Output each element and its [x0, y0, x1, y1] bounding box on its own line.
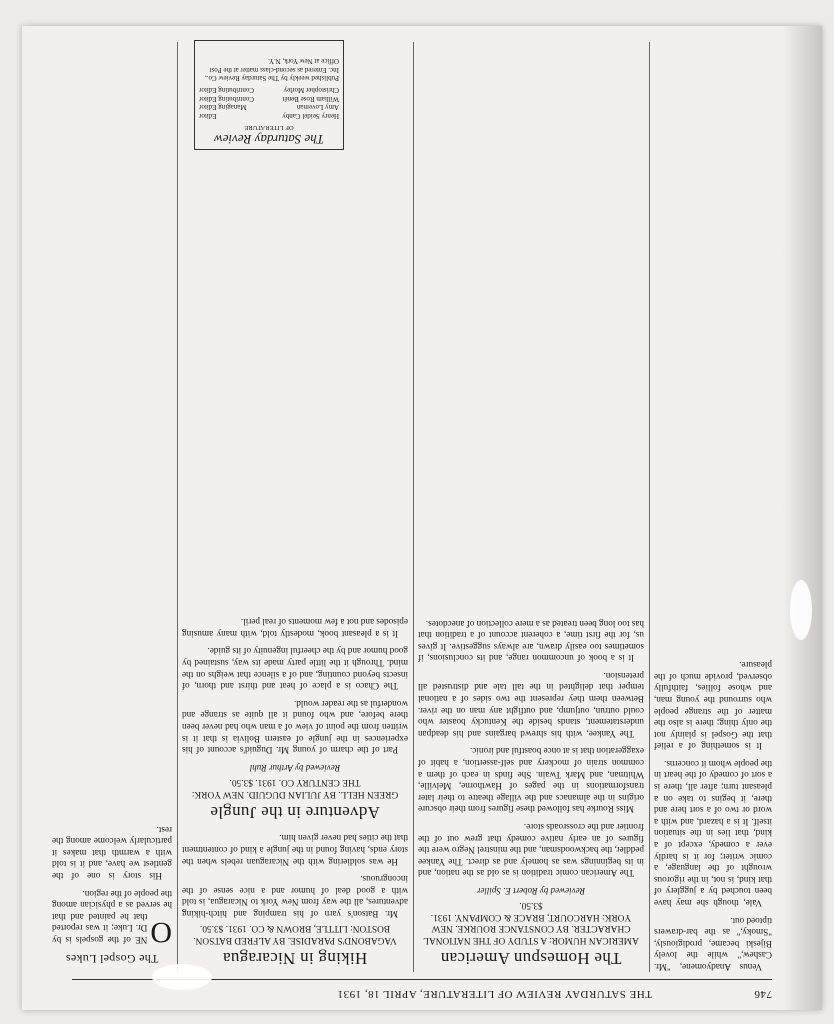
book-citation: AMERICAN HUMOR: A STUDY OF THE NATIONAL CHARACTER. BY CONSTANCE ROURKE. NEW YORK: HARCOURT, BRACE & COMPANY. 1931. $3.50. — [423, 900, 639, 945]
running-header-title: THE SATURDAY REVIEW OF LITERATURE, APRIL 18, 1931 — [337, 988, 652, 1000]
publication-note: Published weekly by The Saturday Review Co., Inc. Entered as second-class matter at the Post Office at New York, N.Y. — [204, 57, 339, 83]
paper-stain — [790, 580, 812, 640]
column-1 — [654, 42, 772, 972]
col2-paragraph: It is a book of uncommon range, and its conclusions, if sometimes too easily drawn, are always suggestive. It gives us, for the first time, a coherent account of a tradition that has too long been treated as a mere collection of anecdotes. — [418, 618, 644, 664]
reviewer-byline: Reviewed by Robert E. Spiller — [476, 886, 586, 896]
staff-role: Contributing Editor — [199, 94, 255, 103]
col1-paragraph: It is something of a relief that the Gospel is plainly not the only thing; there is also the matter of the strange people who surround the young man, and whose follies, faithfully observed, provide much of the pleasure. — [654, 660, 772, 752]
col3-paragraph: It is a pleasant book, modestly told, with many amusing episodes and not a few moments of real peril. — [182, 617, 408, 639]
col3-paragraph: Mr. Batson's yarn of his tramping and hitch-hiking adventures, all the way from New York to Nicaragua, is told with a good deal of humor and a nice sense of the incongruous. — [182, 874, 408, 919]
staff-name: Christopher Morley — [283, 86, 339, 95]
staff-role: Contributing Editor — [199, 86, 255, 95]
page-edge-shadow — [782, 26, 822, 1010]
page-number: 746 — [754, 988, 772, 1000]
reviewer-byline: Reviewed by Arthur Ruhl — [249, 762, 341, 773]
newspaper-sheet — [22, 26, 822, 1010]
paper-stain — [152, 964, 212, 990]
col3-paragraph: Part of the charm of young Mr. Duguid's account of his experiences in the jungle of eastern Bolivia is that it is written from the point of view of a man who had never been there before, and who found it all quite as strange and wonderful as the reader would. — [182, 698, 408, 756]
column-divider — [649, 42, 650, 972]
masthead-title: The Saturday Review — [214, 132, 324, 147]
masthead-box — [194, 40, 344, 150]
review-title-jungle: Adventure in the Jungle — [210, 802, 380, 822]
column-divider — [177, 42, 178, 972]
staff-role: Managing Editor — [199, 103, 247, 112]
col4-paragraph: His story is one of the gentlest we have, and it is told with a warmth that makes it particularly welcome among the rest. — [52, 824, 172, 882]
col3-paragraph: The Chaco is a place of heat and thirst and thorn, of insects beyond counting, and of a silence that weighs on the mind. Through it the little party made its way, sustained by good humor and by the cheerful ingenuity of its guide. — [182, 646, 408, 692]
review-title-homespun: The Homespun American — [440, 949, 622, 968]
staff-row — [199, 103, 339, 112]
column-4 — [52, 42, 172, 972]
col2-paragraph: The Yankee, with his shrewd bargains and his deadpan understatement, stands beside the Kentucky boaster who could outrun, outjump, and outfight any man on the river. Between them they represent the two sides of a national temper that delighted in the tall tale and distrusted all pretension. — [418, 670, 644, 739]
drop-cap: O — [150, 916, 172, 949]
book-citation: GREEN HELL. BY JULIAN DUGUID. NEW YORK: THE CENTURY CO. 1931. $3.50. — [191, 777, 399, 799]
col3-paragraph: He was soldiering with the Nicaraguan rebels when the story ends, having found in the jungle a kind of contentment that the cities had never given him. — [182, 833, 408, 867]
review-title-gospel: The Gospel Lukes — [65, 952, 159, 966]
col2-paragraph: Miss Rourke has followed these figures from their obscure origins in the almanacs and the village theatre to their later transformations in the pages of Hawthorne, Melville, Whitman, and Mark Twain. She finds in each of them a common strain of mockery and self-assertion, a habit of exaggeration that is at once boastful and ironic. — [418, 746, 644, 815]
staff-name: Amy Loveman — [296, 103, 339, 112]
column-3 — [182, 42, 408, 972]
column-divider — [413, 42, 414, 972]
col4-paragraph: NE of the gospels is by Dr. Luke; it was reported that he painted and that he served as a physician among the people of the region. — [52, 888, 172, 945]
staff-row — [199, 85, 339, 94]
staff-row — [199, 94, 339, 103]
col2-paragraph: The American comic tradition is as old as the nation, and in its beginnings was as homely and as direct. The Yankee peddler, the backwoodsman, and the minstrel Negro were the figures of an early native comedy that grew out of the frontier and the crossroads store. — [418, 822, 644, 879]
book-citation: VAGABOND'S PARADISE. BY ALFRED BATSON. BOSTON: LITTLE, BROWN & CO. 1931. $3.50. — [193, 923, 397, 945]
col1-paragraph: Vale, though she may have been touched by a jugglery of that kind, is not, in the rigorous wrought of the language, a comic writer; for it is hardly ever a comedy, except of a kind, that lies in the situation itself. It is a hazard, and with a word or two of a sort here and there, it begins to take on a pleasant turn; after all, there is a sort of comedy of the heart in the people whom it concerns. — [654, 758, 772, 909]
column-2 — [418, 42, 644, 972]
staff-name: Henry Seidel Canby — [282, 111, 339, 120]
staff-row — [199, 111, 339, 120]
staff-name: William Rose Benét — [282, 94, 339, 103]
col1-paragraph: Venus Anadyomene, "Mr. Cashew," while the lovely Bijeski became, prodigiously, "Smoky," as the bar-drawers tiptoed out. — [654, 915, 772, 972]
staff-role: Editor — [199, 111, 217, 120]
review-title-nicaragua: Hiking in Nicaragua — [222, 949, 368, 968]
masthead-subtitle: OF LITERATURE — [244, 124, 294, 132]
